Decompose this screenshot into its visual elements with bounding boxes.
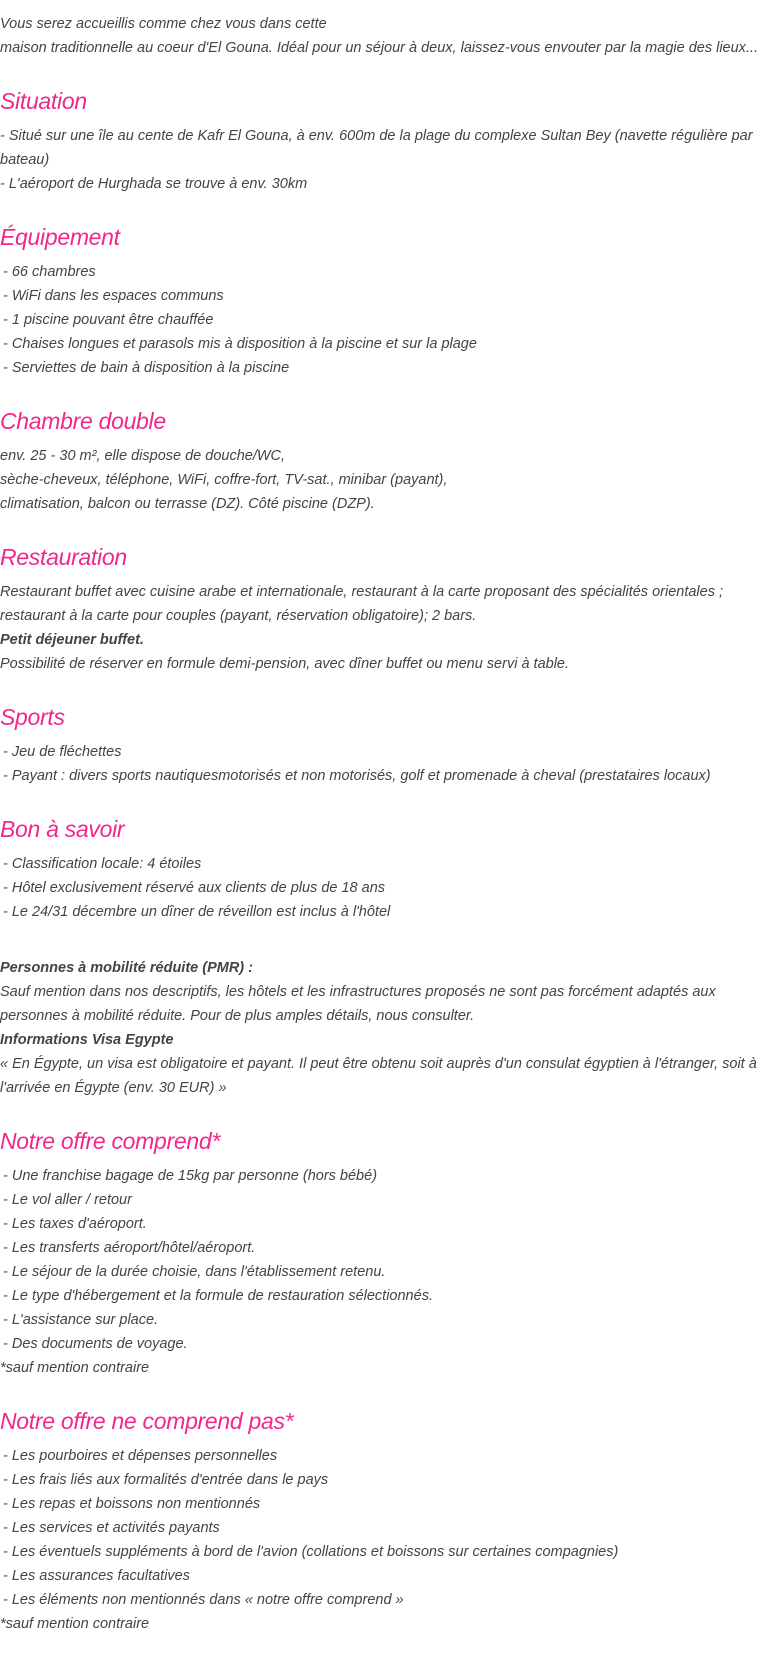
list-item: - L'assistance sur place. xyxy=(3,1312,159,1328)
intro-line-1: Vous serez accueillis comme chez vous dans cette xyxy=(0,16,327,32)
list-item: - Classification locale: 4 étoiles xyxy=(3,856,202,872)
list-item: - Jeu de fléchettes xyxy=(3,744,122,760)
sports-heading: Sports xyxy=(0,704,65,730)
situation-heading: Situation xyxy=(0,88,87,114)
intro-paragraph xyxy=(0,12,758,60)
list-item: - Les éléments non mentionnés dans « notre offre comprend » xyxy=(3,1592,404,1608)
visa-title: Informations Visa Egypte xyxy=(0,1032,174,1048)
comprend-heading: Notre offre comprend* xyxy=(0,1128,220,1154)
comprend-note: *sauf mention contraire xyxy=(0,1360,150,1376)
equipement-heading: Équipement xyxy=(0,224,120,250)
ne-comprend-pas-note: *sauf mention contraire xyxy=(0,1616,150,1632)
list-item: - Les transferts aéroport/hôtel/aéroport. xyxy=(3,1240,256,1256)
situation-list xyxy=(0,124,758,196)
comprend-list xyxy=(0,1164,758,1356)
list-item: - Chaises longues et parasols mis à disposition à la piscine et sur la plage xyxy=(3,336,477,352)
list-item: - Les assurances facultatives xyxy=(3,1568,190,1584)
restauration-bold: Petit déjeuner buffet. xyxy=(0,632,144,648)
list-item: - Les pourboires et dépenses personnelles xyxy=(3,1448,278,1464)
list-item: - Les éventuels suppléments à bord de l'avion (collations et boissons sur certaines compagnies) xyxy=(3,1544,619,1560)
list-item: - Les repas et boissons non mentionnés xyxy=(3,1496,261,1512)
list-item: - Serviettes de bain à disposition à la piscine xyxy=(3,360,290,376)
chambre-paragraph xyxy=(0,444,758,516)
ne-comprend-pas-list xyxy=(0,1444,758,1612)
list-item: - Hôtel exclusivement réservé aux clients de plus de 18 ans xyxy=(3,880,386,896)
list-item: - Le séjour de la durée choisie, dans l'établissement retenu. xyxy=(3,1264,386,1280)
list-item: - Le type d'hébergement et la formule de restauration sélectionnés. xyxy=(3,1288,433,1304)
hotel-description xyxy=(0,12,758,1636)
pmr-text: Sauf mention dans nos descriptifs, les hôtels et les infrastructures proposés ne sont pas forcément adaptés aux personnes à mobilité réduite. Pour de plus amples détails, nous consulter. xyxy=(0,984,716,1024)
list-item: - Les frais liés aux formalités d'entrée dans le pays xyxy=(3,1472,329,1488)
chambre-line: sèche-cheveux, téléphone, WiFi, coffre-fort, TV-sat., minibar (payant), xyxy=(0,472,448,488)
ne-comprend-pas-heading: Notre offre ne comprend pas* xyxy=(0,1408,294,1434)
list-item: - Les taxes d'aéroport. xyxy=(3,1216,147,1232)
chambre-line: climatisation, balcon ou terrasse (DZ). Côté piscine (DZP). xyxy=(0,496,375,512)
restauration-line: Restaurant buffet avec cuisine arabe et internationale, restaurant à la carte proposant des spécialités orientales ; restaurant à la carte pour couples (payant, réservation obligatoire); 2 bars. xyxy=(0,584,724,624)
list-item: - 1 piscine pouvant être chauffée xyxy=(3,312,214,328)
equipement-list xyxy=(0,260,758,380)
pmr-title: Personnes à mobilité réduite (PMR) : xyxy=(0,960,253,976)
restauration-heading: Restauration xyxy=(0,544,127,570)
list-item: - L'aéroport de Hurghada se trouve à env. 30km xyxy=(0,176,308,192)
list-item: - Les services et activités payants xyxy=(3,1520,220,1536)
list-item: - WiFi dans les espaces communs xyxy=(3,288,224,304)
list-item: - 66 chambres xyxy=(3,264,96,280)
pmr-paragraph xyxy=(0,956,758,1100)
chambre-line: env. 25 - 30 m², elle dispose de douche/WC, xyxy=(0,448,286,464)
list-item: - Situé sur une île au cente de Kafr El Gouna, à env. 600m de la plage du complexe Sultan Bey (navette régulière par bateau) xyxy=(0,128,753,168)
bon-a-savoir-heading: Bon à savoir xyxy=(0,816,125,842)
list-item: - Le 24/31 décembre un dîner de réveillon est inclus à l'hôtel xyxy=(3,904,391,920)
list-item: - Des documents de voyage. xyxy=(3,1336,188,1352)
restauration-line: Possibilité de réserver en formule demi-pension, avec dîner buffet ou menu servi à table. xyxy=(0,656,570,672)
list-item: - Le vol aller / retour xyxy=(3,1192,132,1208)
sports-list xyxy=(0,740,758,788)
list-item: - Payant : divers sports nautiquesmotorisés et non motorisés, golf et promenade à cheval (prestataires locaux) xyxy=(3,768,711,784)
restauration-paragraph xyxy=(0,580,758,676)
intro-line-2: maison traditionnelle au coeur d'El Gouna. Idéal pour un séjour à deux, laissez-vous envouter par la magie des lieux... xyxy=(0,40,758,56)
bon-a-savoir-list xyxy=(0,852,758,924)
chambre-heading: Chambre double xyxy=(0,408,166,434)
list-item: - Une franchise bagage de 15kg par personne (hors bébé) xyxy=(3,1168,378,1184)
visa-text: « En Égypte, un visa est obligatoire et payant. Il peut être obtenu soit auprès d'un consulat égyptien à l'étranger, soit à l'arrivée en Égypte (env. 30 EUR) » xyxy=(0,1056,757,1096)
